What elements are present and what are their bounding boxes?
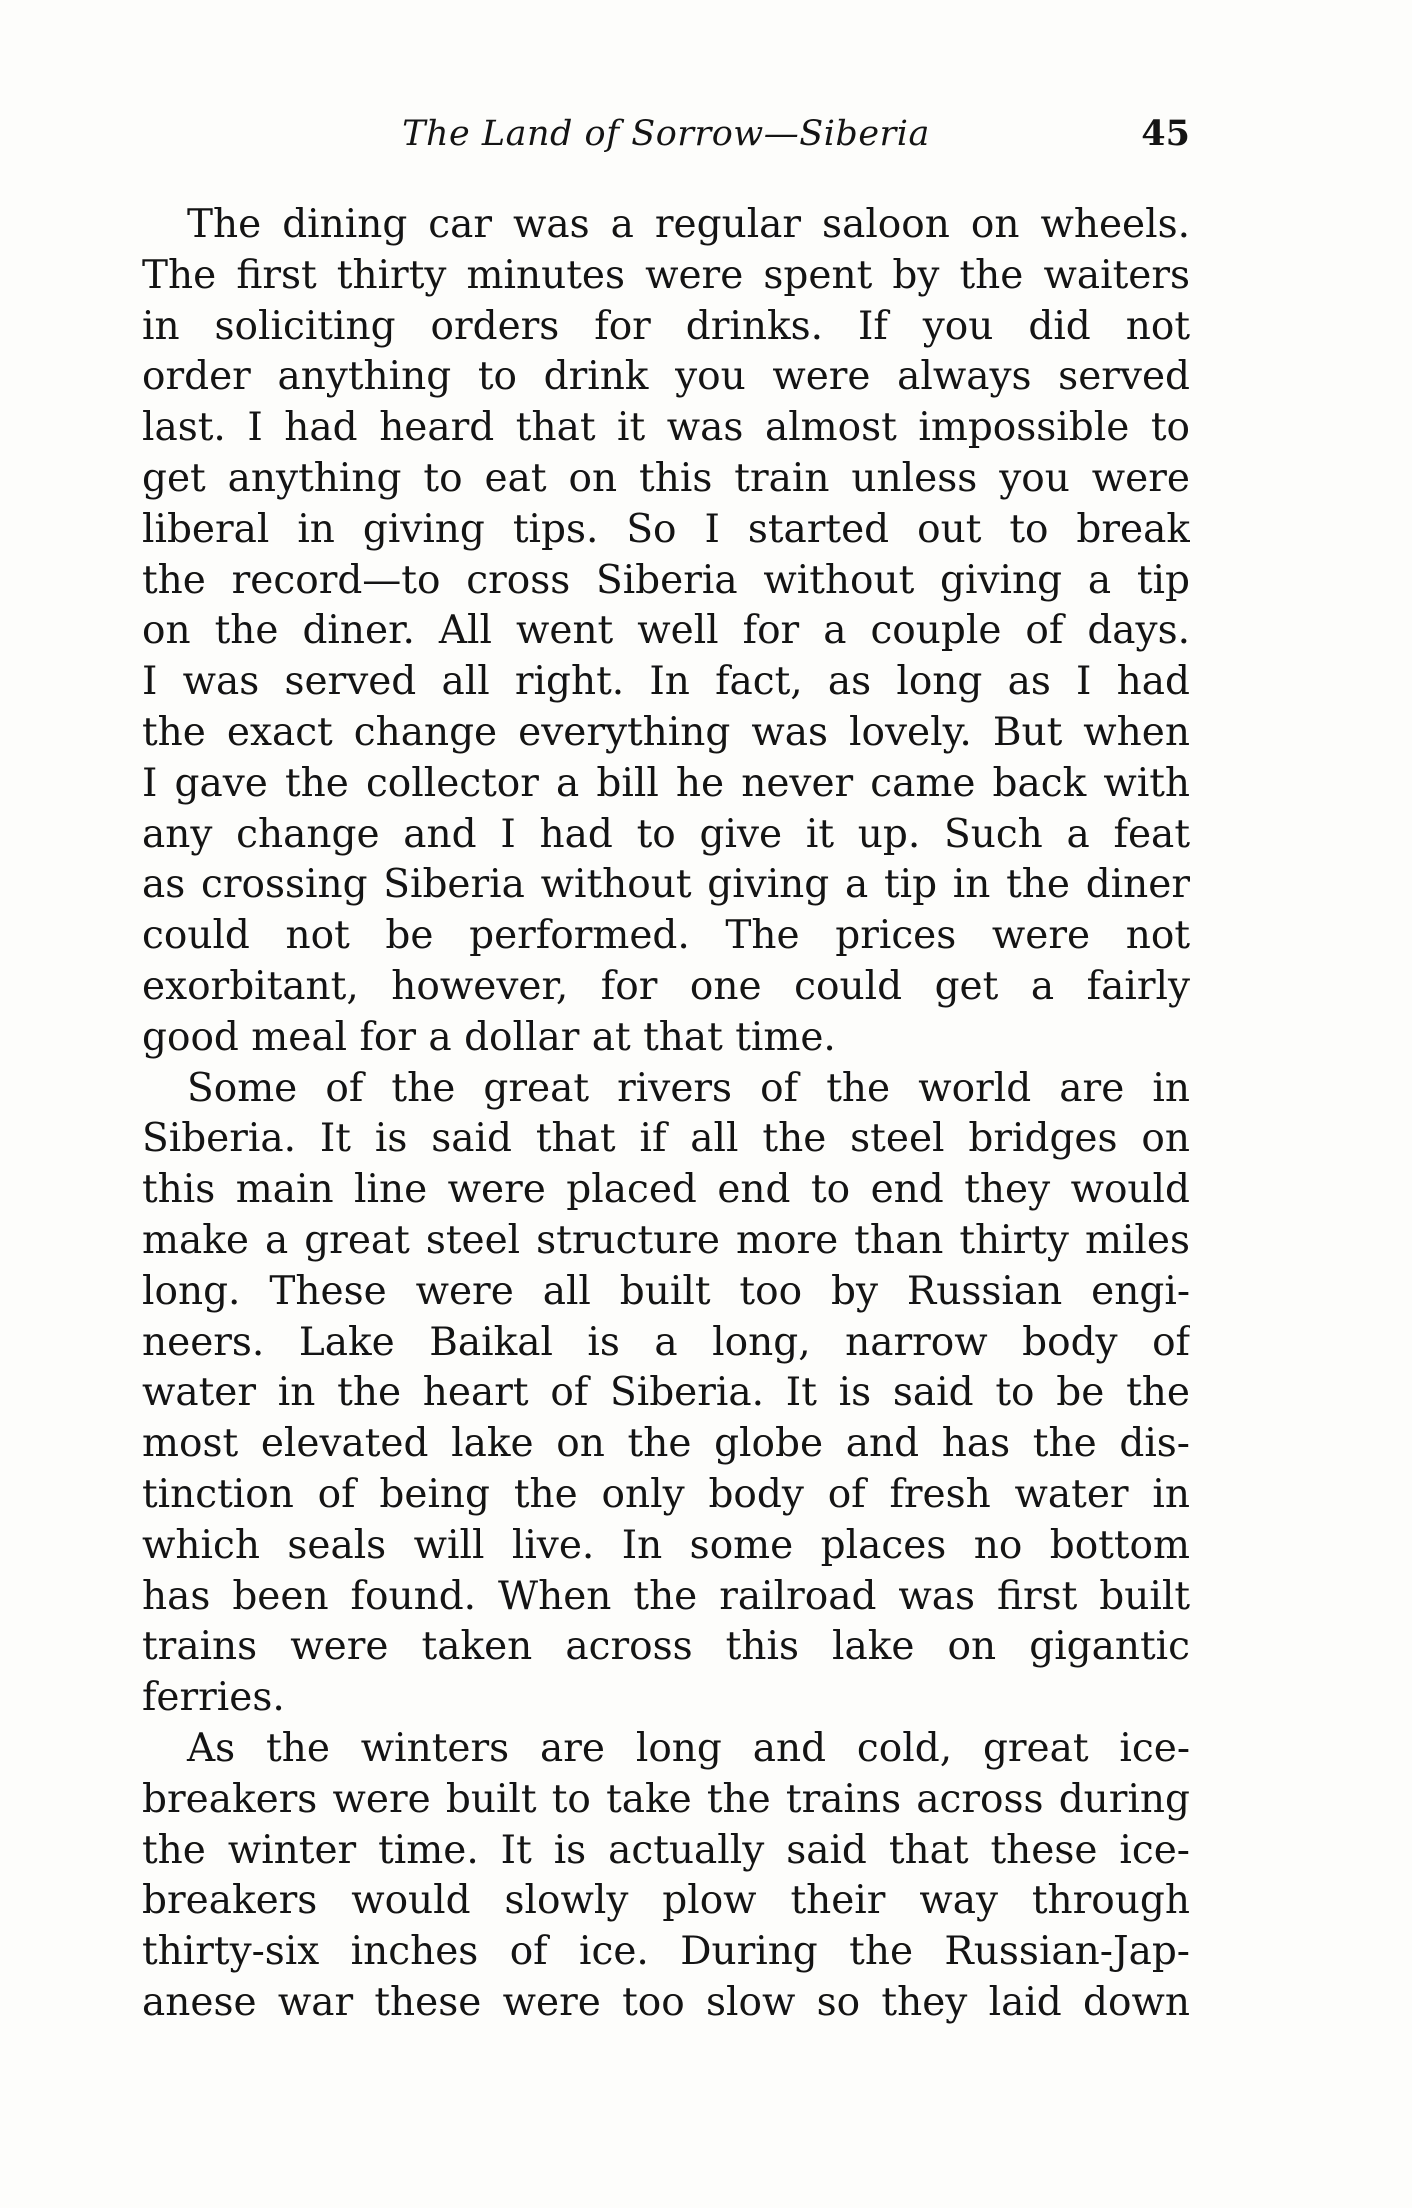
text-line: could not be performed. The prices were not xyxy=(142,913,1190,959)
text-line: Siberia. It is said that if all the steel bridges on xyxy=(142,1116,1190,1162)
text-line: I gave the collector a bill he never came back with xyxy=(142,760,1190,806)
text-line: As the winters are long and cold, great ice- xyxy=(187,1725,1190,1771)
text-line: I was served all right. In fact, as long as I had xyxy=(142,659,1190,705)
text-line: last. I had heard that it was almost impossible to xyxy=(142,405,1190,451)
text-line: thirty-six inches of ice. During the Russian-Jap- xyxy=(142,1929,1190,1975)
text-line: on the diner. All went well for a couple of days. xyxy=(142,608,1190,654)
text-line: long. These were all built too by Russian engi- xyxy=(142,1268,1190,1314)
text-line: neers. Lake Baikal is a long, narrow body of xyxy=(142,1319,1190,1365)
text-line: any change and I had to give it up. Such a feat xyxy=(142,811,1190,857)
text-line: tinction of being the only body of fresh water in xyxy=(142,1471,1190,1517)
text-line: which seals will live. In some places no bottom xyxy=(142,1522,1190,1568)
text-line: trains were taken across this lake on gigantic xyxy=(142,1624,1190,1670)
text-line: breakers would slowly plow their way through xyxy=(142,1878,1190,1924)
text-line: breakers were built to take the trains across during xyxy=(142,1776,1190,1822)
text-line: liberal in giving tips. So I started out to break xyxy=(142,506,1190,552)
text-line: in soliciting orders for drinks. If you did not xyxy=(142,303,1190,349)
text-line: good meal for a dollar at that time. xyxy=(142,1014,836,1060)
paragraph-ice-breakers xyxy=(142,1724,1190,2029)
text-line: the exact change everything was lovely. But when xyxy=(142,709,1190,755)
text-line: most elevated lake on the globe and has the dis- xyxy=(142,1421,1190,1467)
running-title: The Land of Sorrow—Siberia xyxy=(402,114,930,154)
paragraph-dining-car xyxy=(142,200,1190,1064)
paragraph-rivers-lake-baikal xyxy=(142,1064,1190,1724)
text-line: The first thirty minutes were spent by the waiters xyxy=(142,252,1190,298)
text-line: Some of the great rivers of the world are in xyxy=(187,1065,1190,1111)
text-line: The dining car was a regular saloon on wheels. xyxy=(187,202,1190,247)
text-line: anese war these were too slow so they laid down xyxy=(142,1979,1190,2025)
text-line: get anything to eat on this train unless you were xyxy=(142,455,1190,501)
text-line: has been found. When the railroad was first built xyxy=(142,1573,1190,1619)
text-line: as crossing Siberia without giving a tip in the diner xyxy=(142,862,1190,908)
text-line: make a great steel structure more than thirty miles xyxy=(142,1217,1190,1263)
text-line: ferries. xyxy=(142,1675,285,1721)
body-text xyxy=(142,200,1190,2029)
text-line: exorbitant, however, for one could get a fairly xyxy=(142,963,1190,1009)
text-line: order anything to drink you were always served xyxy=(142,354,1190,400)
page-number: 45 xyxy=(1141,113,1190,154)
text-line: the winter time. It is actually said that these ice- xyxy=(142,1827,1190,1873)
text-line: the record—to cross Siberia without giving a tip xyxy=(142,557,1190,603)
text-line: this main line were placed end to end they would xyxy=(142,1167,1190,1213)
running-head xyxy=(142,104,1190,164)
text-line: water in the heart of Siberia. It is said to be the xyxy=(142,1370,1190,1416)
